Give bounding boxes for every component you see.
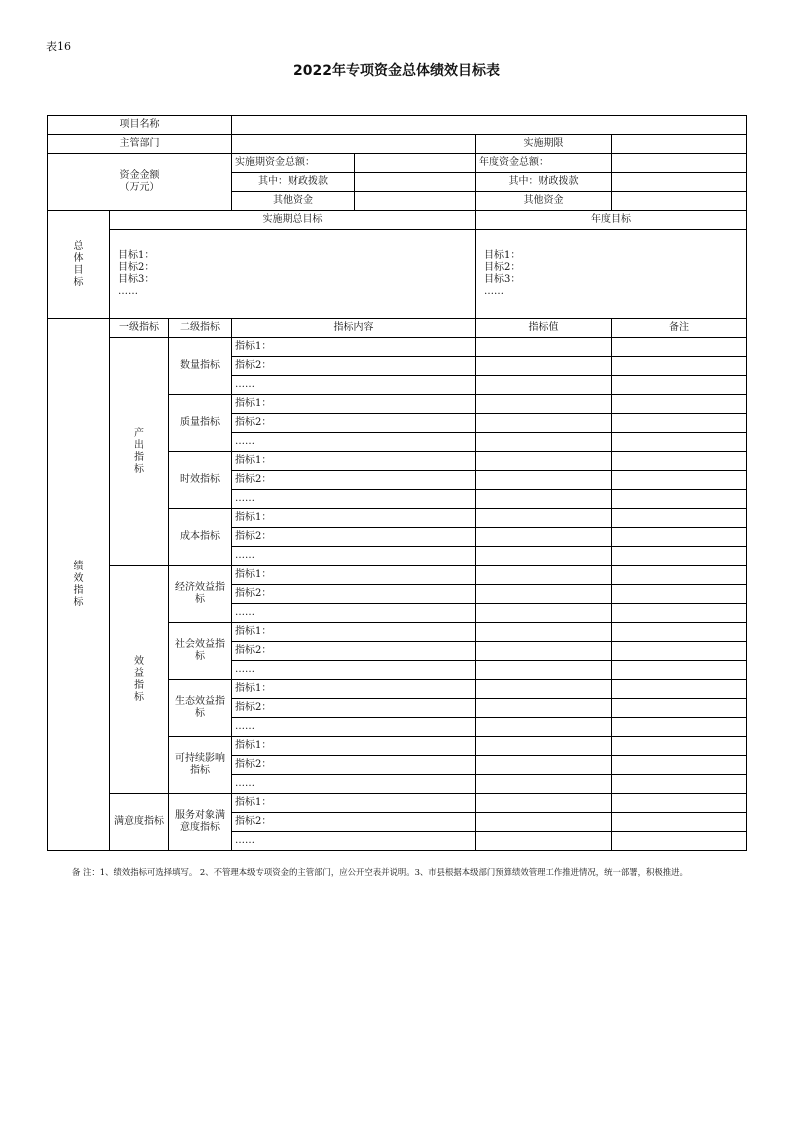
annual-fiscal-label: 其中：财政拨款 xyxy=(476,173,612,192)
annual-goal-header: 年度目标 xyxy=(476,211,747,230)
indicator-content-cell[interactable]: …… xyxy=(232,376,476,395)
label-char: 效 xyxy=(73,572,84,584)
indicator-value-cell[interactable] xyxy=(476,357,612,376)
indicator-remark-cell[interactable] xyxy=(612,661,747,680)
indicator-value-cell[interactable] xyxy=(476,414,612,433)
indicator-remark-cell[interactable] xyxy=(612,756,747,775)
economic-indicator-label: 经济效益指标 xyxy=(169,566,232,623)
indicator-remark-cell[interactable] xyxy=(612,452,747,471)
indicator-row xyxy=(48,566,747,585)
indicator-content-cell[interactable]: 指标1： xyxy=(232,737,476,756)
indicator-value-cell[interactable] xyxy=(476,604,612,623)
indicator-remark-cell[interactable] xyxy=(612,509,747,528)
goal-item: 目标3： xyxy=(118,274,155,285)
goal-item: 目标1： xyxy=(484,250,521,261)
period-fiscal-value[interactable] xyxy=(355,173,476,192)
funds-label-line1: 资金金额 xyxy=(119,170,160,181)
indicator-value-cell[interactable] xyxy=(476,338,612,357)
indicator-content-cell[interactable]: 指标1： xyxy=(232,794,476,813)
label-char: 指 xyxy=(134,451,144,463)
label-char: 标 xyxy=(73,596,84,608)
indicator-content-cell[interactable]: 指标2： xyxy=(232,699,476,718)
label-char: 产 xyxy=(134,427,144,439)
period-value[interactable] xyxy=(612,135,747,154)
overall-goals-label xyxy=(48,211,110,319)
goal-item: …… xyxy=(118,286,138,297)
indicator-value-cell[interactable] xyxy=(476,718,612,737)
ecological-indicator-label: 生态效益指标 xyxy=(169,680,232,737)
performance-goal-table xyxy=(47,115,747,851)
label-char: 标 xyxy=(134,463,144,475)
indicator-content-cell[interactable]: …… xyxy=(232,718,476,737)
indicator-remark-cell[interactable] xyxy=(612,490,747,509)
indicator-content-cell[interactable]: 指标2： xyxy=(232,414,476,433)
indicator-content-cell[interactable]: 指标1： xyxy=(232,395,476,414)
indicator-content-cell[interactable]: 指标2： xyxy=(232,528,476,547)
period-other-label: 其他资金 xyxy=(232,192,355,211)
indicator-value-cell[interactable] xyxy=(476,547,612,566)
footnote: 备 注：1、绩效指标可选择填写。 2、不管理本级专项资金的主管部门，应公开空表并说明。3、市县根据本级部门预算绩效管理工作推进情况，统一部署，积极推进。 xyxy=(72,867,688,877)
indicator-content-cell[interactable]: …… xyxy=(232,547,476,566)
period-goal-content[interactable] xyxy=(110,230,476,319)
funds-label-line2: （万元） xyxy=(119,182,160,193)
indicator-content-cell[interactable]: 指标1： xyxy=(232,623,476,642)
indicator-content-cell[interactable]: 指标2： xyxy=(232,642,476,661)
funds-label xyxy=(48,154,232,211)
indicator-remark-cell[interactable] xyxy=(612,699,747,718)
label-char: 指 xyxy=(73,584,84,596)
indicator-value-cell[interactable] xyxy=(476,680,612,699)
indicator-content-cell[interactable]: …… xyxy=(232,775,476,794)
project-name-value[interactable] xyxy=(232,116,747,135)
indicator-content-cell[interactable]: 指标1： xyxy=(232,338,476,357)
goal-item: …… xyxy=(484,286,505,297)
cost-indicator-label: 成本指标 xyxy=(169,509,232,566)
indicator-remark-cell[interactable] xyxy=(612,718,747,737)
indicator-remark-cell[interactable] xyxy=(612,566,747,585)
department-label: 主管部门 xyxy=(48,135,232,154)
indicator-row xyxy=(48,338,747,357)
indicator-content-cell[interactable]: …… xyxy=(232,490,476,509)
service-indicator-label: 服务对象满意度指标 xyxy=(169,794,232,851)
indicator-value-cell[interactable] xyxy=(476,661,612,680)
goal-item: 目标1： xyxy=(118,250,155,261)
annual-goal-content[interactable] xyxy=(476,230,747,319)
satisfaction-indicator-label: 满意度指标 xyxy=(110,794,169,851)
level1-header: 一级指标 xyxy=(110,319,169,338)
indicator-value-cell[interactable] xyxy=(476,509,612,528)
indicator-content-cell[interactable]: …… xyxy=(232,604,476,623)
indicator-value-cell[interactable] xyxy=(476,433,612,452)
indicator-value-cell[interactable] xyxy=(476,528,612,547)
indicator-content-cell[interactable]: 指标1： xyxy=(232,566,476,585)
social-indicator-label: 社会效益指标 xyxy=(169,623,232,680)
indicator-value-cell[interactable] xyxy=(476,585,612,604)
indicator-remark-cell[interactable] xyxy=(612,585,747,604)
indicator-content-cell[interactable]: 指标1： xyxy=(232,452,476,471)
indicator-remark-cell[interactable] xyxy=(612,794,747,813)
indicator-remark-cell[interactable] xyxy=(612,604,747,623)
indicator-remark-cell[interactable] xyxy=(612,680,747,699)
label-char: 总 xyxy=(73,240,84,252)
period-total-label: 实施期资金总额： xyxy=(232,154,355,173)
indicator-content-cell[interactable]: 指标2： xyxy=(232,585,476,604)
indicator-value-cell[interactable] xyxy=(476,471,612,490)
indicator-value-cell[interactable] xyxy=(476,832,612,851)
annual-other-value[interactable] xyxy=(612,192,747,211)
indicator-remark-cell[interactable] xyxy=(612,471,747,490)
table-number: 表16 xyxy=(46,40,71,53)
page-title: 2022年专项资金总体绩效目标表 xyxy=(293,63,500,79)
label-char: 绩 xyxy=(73,560,84,572)
label-char: 出 xyxy=(134,439,144,451)
quantity-indicator-label: 数量指标 xyxy=(169,338,232,395)
indicator-remark-cell[interactable] xyxy=(612,737,747,756)
indicator-value-cell[interactable] xyxy=(476,376,612,395)
indicator-value-cell[interactable] xyxy=(476,395,612,414)
indicator-content-cell[interactable]: 指标2： xyxy=(232,756,476,775)
quality-indicator-label: 质量指标 xyxy=(169,395,232,452)
sustainable-indicator-label: 可持续影响指标 xyxy=(169,737,232,794)
indicator-content-cell[interactable]: …… xyxy=(232,661,476,680)
indicator-remark-cell[interactable] xyxy=(612,642,747,661)
indicator-value-cell[interactable] xyxy=(476,756,612,775)
indicator-remark-cell[interactable] xyxy=(612,528,747,547)
timeliness-indicator-label: 时效指标 xyxy=(169,452,232,509)
indicator-value-cell[interactable] xyxy=(476,794,612,813)
annual-total-value[interactable] xyxy=(612,154,747,173)
annual-total-label: 年度资金总额： xyxy=(476,154,612,173)
indicator-remark-cell[interactable] xyxy=(612,775,747,794)
project-name-label: 项目名称 xyxy=(48,116,232,135)
indicator-remark-cell[interactable] xyxy=(612,414,747,433)
goal-item: 目标2： xyxy=(118,262,155,273)
indicator-remark-cell[interactable] xyxy=(612,547,747,566)
indicator-remark-cell[interactable] xyxy=(612,395,747,414)
indicator-value-cell[interactable] xyxy=(476,642,612,661)
period-total-value[interactable] xyxy=(355,154,476,173)
content-header: 指标内容 xyxy=(232,319,476,338)
indicator-value-cell[interactable] xyxy=(476,775,612,794)
period-goal-header: 实施期总目标 xyxy=(110,211,476,230)
annual-fiscal-value[interactable] xyxy=(612,173,747,192)
label-char: 标 xyxy=(134,691,144,703)
indicator-value-cell[interactable] xyxy=(476,699,612,718)
value-header: 指标值 xyxy=(476,319,612,338)
indicator-value-cell[interactable] xyxy=(476,623,612,642)
annual-other-label: 其他资金 xyxy=(476,192,612,211)
indicator-content-cell[interactable]: 指标2： xyxy=(232,357,476,376)
label-char: 体 xyxy=(73,252,84,264)
remark-header: 备注 xyxy=(612,319,747,338)
indicator-value-cell[interactable] xyxy=(476,452,612,471)
benefit-indicator-label xyxy=(110,566,169,794)
period-fiscal-label: 其中：财政拨款 xyxy=(232,173,355,192)
indicator-remark-cell[interactable] xyxy=(612,832,747,851)
indicator-remark-cell[interactable] xyxy=(612,433,747,452)
indicator-remark-cell[interactable] xyxy=(612,623,747,642)
indicator-remark-cell[interactable] xyxy=(612,338,747,357)
goal-item: 目标3： xyxy=(484,274,521,285)
label-char: 标 xyxy=(73,276,84,288)
indicator-content-cell[interactable]: …… xyxy=(232,832,476,851)
indicator-remark-cell[interactable] xyxy=(612,813,747,832)
output-indicator-label xyxy=(110,338,169,566)
label-char: 效 xyxy=(134,655,144,667)
level2-header: 二级指标 xyxy=(169,319,232,338)
indicator-remark-cell[interactable] xyxy=(612,357,747,376)
period-other-value[interactable] xyxy=(355,192,476,211)
label-char: 指 xyxy=(134,679,144,691)
indicator-remark-cell[interactable] xyxy=(612,376,747,395)
indicator-content-cell[interactable]: 指标2： xyxy=(232,813,476,832)
performance-label xyxy=(48,319,110,851)
indicator-value-cell[interactable] xyxy=(476,566,612,585)
indicator-content-cell[interactable]: 指标2： xyxy=(232,471,476,490)
indicator-value-cell[interactable] xyxy=(476,737,612,756)
period-label: 实施期限 xyxy=(476,135,612,154)
indicator-value-cell[interactable] xyxy=(476,490,612,509)
label-char: 益 xyxy=(134,667,144,679)
indicator-content-cell[interactable]: …… xyxy=(232,433,476,452)
indicator-content-cell[interactable]: 指标1： xyxy=(232,509,476,528)
goal-item: 目标2： xyxy=(484,262,521,273)
indicator-value-cell[interactable] xyxy=(476,813,612,832)
department-value[interactable] xyxy=(232,135,476,154)
label-char: 目 xyxy=(73,264,84,276)
indicator-content-cell[interactable]: 指标1： xyxy=(232,680,476,699)
indicator-row xyxy=(48,794,747,813)
